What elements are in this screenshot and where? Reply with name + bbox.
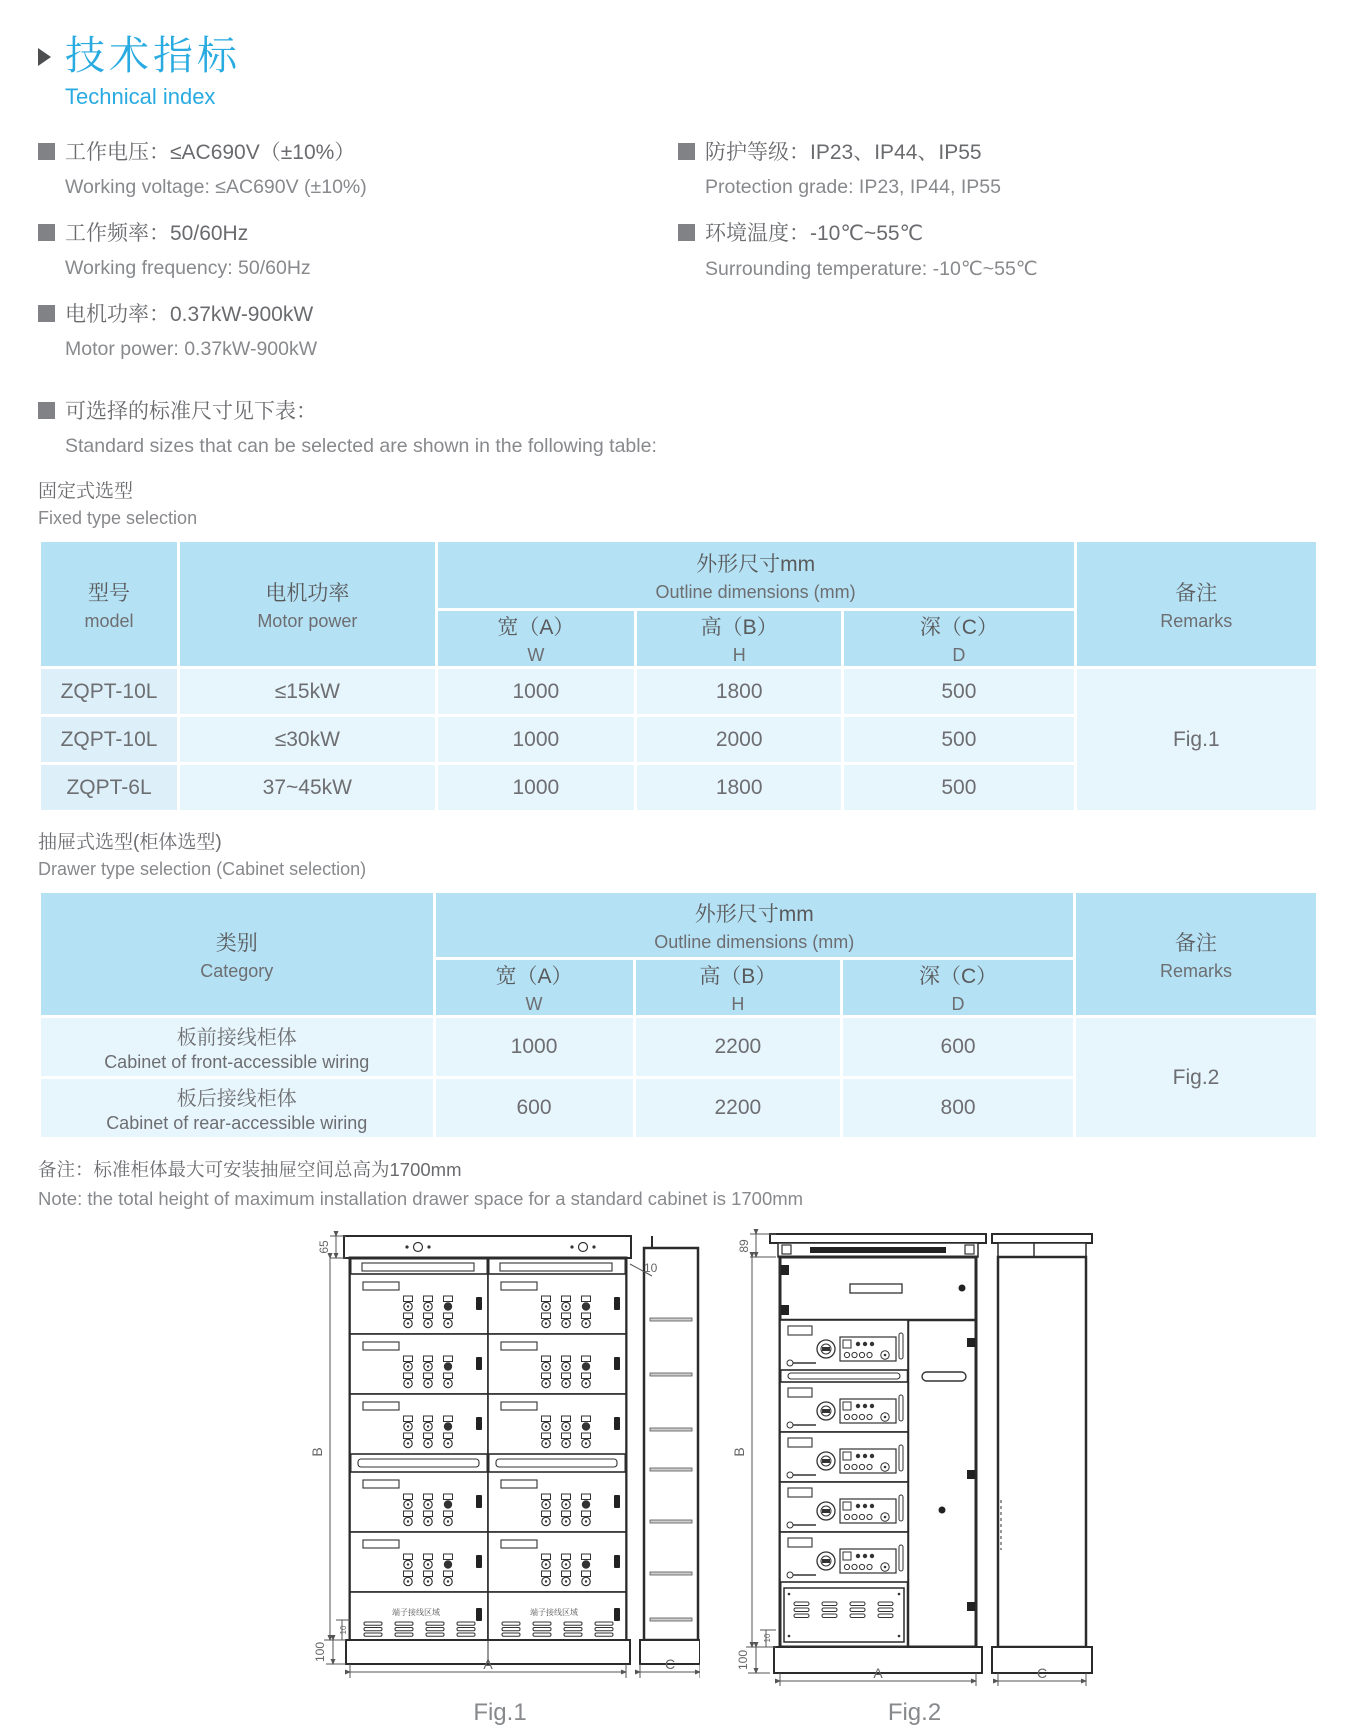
spec-zh-text: 防护等级：IP23、IP44、IP55	[705, 141, 982, 164]
cell-model: ZQPT-6L	[41, 765, 177, 810]
figures-section	[38, 1220, 1319, 1727]
spec-protection-grade	[678, 136, 1038, 199]
fig2-caption: Fig.2	[887, 1699, 942, 1726]
cell-d: 500	[844, 717, 1073, 762]
category-en: Cabinet of rear-accessible wiring	[106, 1113, 368, 1133]
fig1-dim-body-height: B	[309, 1447, 325, 1457]
col-header-height	[637, 611, 841, 666]
col-header-depth	[844, 611, 1073, 666]
header-en: Remarks	[1160, 610, 1233, 631]
spec-zh-text: 环境温度：-10℃~55℃	[705, 222, 924, 245]
note-zh: 备注：标准柜体最大可安装抽屉空间总高为1700mm	[38, 1159, 462, 1180]
cell-power: 37~45kW	[180, 765, 435, 810]
header-zh: 电机功率	[265, 581, 350, 605]
spec-en-text: Working voltage: ≤AC690V (±10%)	[65, 176, 367, 198]
section-title-en: Fixed type selection	[38, 508, 198, 528]
table-note	[38, 1156, 1319, 1210]
header-zh: 型号	[88, 581, 131, 605]
header-en: H	[732, 645, 746, 665]
cell-remark: Fig.2	[1076, 1018, 1316, 1137]
header-zh: 高（B）	[699, 965, 777, 988]
header-zh: 外形尺寸mm	[694, 902, 814, 926]
cell-power: ≤30kW	[180, 717, 435, 762]
spec-zh-text: 电机功率：0.37kW-900kW	[65, 303, 314, 326]
header-zh: 类别	[215, 931, 258, 955]
fig1-dim-depth: C	[664, 1656, 676, 1672]
drawer-type-table	[38, 890, 1319, 1140]
fig2-front-view	[770, 1234, 986, 1673]
square-bullet-icon	[38, 143, 55, 160]
cell-w: 1000	[438, 717, 635, 762]
cell-d: 500	[844, 669, 1073, 714]
cell-h: 1800	[637, 765, 841, 810]
specs-right-column	[678, 136, 1038, 379]
fig2-dim-cap-height: 89	[737, 1239, 751, 1253]
header-en: D	[951, 994, 965, 1014]
col-header-category	[41, 893, 433, 1015]
category-zh: 板后接线柜体	[176, 1088, 297, 1110]
spec-en-text: Working frequency: 50/60Hz	[65, 257, 311, 279]
cell-category	[41, 1079, 433, 1137]
header-zh: 宽（A）	[495, 965, 573, 988]
header-zh: 外形尺寸mm	[696, 552, 816, 576]
fig2-side-view	[992, 1234, 1092, 1673]
cell-w: 1000	[438, 669, 635, 714]
section-title-zh: 固定式选型	[38, 481, 134, 502]
header-zh: 备注	[1175, 581, 1218, 605]
cell-w: 600	[436, 1079, 633, 1137]
spec-zh-text: 工作电压：≤AC690V（±10%）	[65, 141, 356, 164]
cell-w: 1000	[436, 1018, 633, 1076]
cell-d: 800	[843, 1079, 1073, 1137]
square-bullet-icon	[38, 402, 55, 419]
col-header-outline-dimensions	[438, 542, 1074, 608]
table-row	[41, 669, 1316, 714]
figure-1	[300, 1220, 700, 1727]
col-header-outline-dimensions	[436, 893, 1073, 957]
page-header	[38, 34, 1319, 110]
header-zh: 宽（A）	[497, 616, 575, 639]
triangle-bullet-icon	[38, 48, 51, 66]
note-en: Note: the total height of maximum installation drawer space for a standard cabinet is 1700mm	[38, 1188, 804, 1209]
col-header-remarks	[1076, 893, 1316, 1015]
cell-w: 1000	[438, 765, 635, 810]
col-header-height	[636, 960, 841, 1015]
spec-standard-sizes-intro	[38, 395, 1319, 458]
col-header-depth	[843, 960, 1073, 1015]
fig2-drawing	[722, 1220, 1107, 1692]
spec-en-text: Surrounding temperature: -10℃~55℃	[705, 258, 1038, 280]
section-title-en: Drawer type selection (Cabinet selection)	[38, 859, 367, 879]
header-zh: 高（B）	[700, 616, 778, 639]
header-en: H	[731, 994, 745, 1014]
fig1-dim-cap-height: 65	[317, 1240, 331, 1254]
header-en: Category	[200, 960, 274, 981]
drawer-type-section-title	[38, 827, 1319, 880]
header-en: D	[952, 645, 966, 665]
figure-2	[722, 1220, 1107, 1727]
col-header-remarks	[1077, 542, 1316, 666]
header-zh: 深（C）	[919, 616, 998, 639]
fixed-type-table	[38, 539, 1319, 813]
cell-model: ZQPT-10L	[41, 669, 177, 714]
spec-motor-power	[38, 298, 678, 361]
specs-section	[38, 136, 1319, 379]
spec-working-voltage	[38, 136, 678, 199]
cell-model: ZQPT-10L	[41, 717, 177, 762]
cell-h: 2200	[636, 1079, 841, 1137]
spec-working-frequency	[38, 217, 678, 280]
fig2-dim-vent: 10	[763, 1633, 772, 1643]
cell-d: 600	[843, 1018, 1073, 1076]
cell-h: 2200	[636, 1018, 841, 1076]
header-en: model	[84, 610, 134, 631]
header-zh: 深（C）	[918, 965, 998, 988]
header-en: Outline dimensions (mm)	[654, 931, 855, 952]
category-en: Cabinet of front-accessible wiring	[104, 1052, 370, 1072]
header-en: W	[525, 994, 543, 1014]
header-zh: 备注	[1174, 931, 1217, 955]
fig2-dim-width: A	[873, 1665, 883, 1681]
fixed-type-section-title	[38, 476, 1319, 529]
col-header-width	[438, 611, 635, 666]
header-en: Remarks	[1159, 960, 1232, 981]
fig2-dim-depth: C	[1036, 1665, 1048, 1681]
spec-surrounding-temperature	[678, 217, 1038, 281]
cell-remark: Fig.1	[1077, 669, 1316, 810]
fig1-dim-width: A	[483, 1656, 493, 1672]
square-bullet-icon	[678, 143, 695, 160]
category-zh: 板前接线柜体	[176, 1027, 297, 1049]
fig1-dim-top-right: 10	[644, 1261, 658, 1275]
spec-en-text: Motor power: 0.37kW-900kW	[65, 338, 318, 360]
table-row	[41, 1018, 1316, 1076]
header-en: W	[527, 645, 545, 665]
cell-h: 2000	[637, 717, 841, 762]
square-bullet-icon	[678, 224, 695, 241]
fig1-side-view	[640, 1236, 700, 1664]
spec-en-text: Standard sizes that can be selected are shown in the following table:	[65, 435, 657, 457]
fig2-dim-base: 100	[736, 1649, 750, 1671]
spec-en-text: Protection grade: IP23, IP44, IP55	[705, 176, 1001, 198]
square-bullet-icon	[38, 224, 55, 241]
cell-power: ≤15kW	[180, 669, 435, 714]
col-header-model	[41, 542, 177, 666]
col-header-motor-power	[180, 542, 435, 666]
fig2-dim-body-height: B	[731, 1447, 747, 1457]
fig1-caption: Fig.1	[473, 1699, 527, 1726]
header-en: Outline dimensions (mm)	[655, 581, 856, 602]
fig1-dim-base: 100	[313, 1641, 327, 1663]
square-bullet-icon	[38, 305, 55, 322]
cell-d: 500	[844, 765, 1073, 810]
page-subtitle: Technical index	[65, 84, 216, 109]
page-title: 技术指标	[65, 34, 241, 78]
cell-category	[41, 1018, 433, 1076]
cell-h: 1800	[637, 669, 841, 714]
section-title-zh: 抽屉式选型(柜体选型)	[38, 832, 222, 853]
col-header-width	[436, 960, 633, 1015]
fig1-drawing	[300, 1220, 700, 1692]
specs-left-column	[38, 136, 678, 379]
fig1-front-view	[344, 1236, 631, 1664]
header-en: Motor power	[257, 610, 358, 631]
spec-zh-text: 可选择的标准尺寸见下表：	[65, 400, 317, 423]
spec-zh-text: 工作频率：50/60Hz	[65, 222, 249, 245]
fig1-dim-vent: 10	[339, 1625, 348, 1635]
